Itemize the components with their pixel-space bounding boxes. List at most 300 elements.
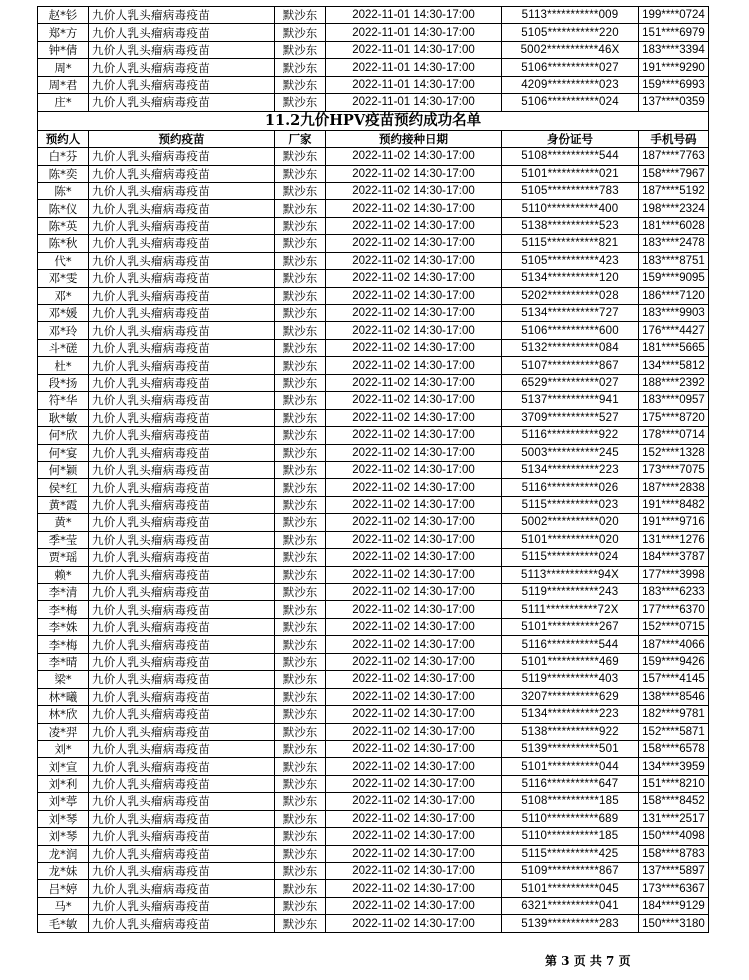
cell-name: 刘*宣 [38, 758, 89, 775]
section-rows [38, 148, 709, 933]
cell-vaccine: 九价人乳头瘤病毒疫苗 [89, 357, 275, 374]
cell-date: 2022-11-02 14:30-17:00 [326, 584, 502, 601]
cell-name: 龙*妹 [38, 863, 89, 880]
cell-manufacturer: 默沙东 [275, 287, 326, 304]
cell-vaccine: 九价人乳头瘤病毒疫苗 [89, 514, 275, 531]
table-row [38, 200, 709, 217]
cell-vaccine: 九价人乳头瘤病毒疫苗 [89, 915, 275, 932]
cell-manufacturer: 默沙东 [275, 200, 326, 217]
cell-manufacturer: 默沙东 [275, 165, 326, 182]
cell-date: 2022-11-02 14:30-17:00 [326, 392, 502, 409]
table-row [38, 76, 709, 93]
cell-vaccine: 九价人乳头瘤病毒疫苗 [89, 270, 275, 287]
cell-vaccine: 九价人乳头瘤病毒疫苗 [89, 461, 275, 478]
table-row [38, 322, 709, 339]
cell-name: 侯*红 [38, 479, 89, 496]
cell-id: 5119***********243 [502, 584, 639, 601]
cell-id: 5113***********94X [502, 566, 639, 583]
cell-id: 5105***********423 [502, 252, 639, 269]
cell-manufacturer: 默沙东 [275, 305, 326, 322]
cell-id: 5108***********544 [502, 148, 639, 165]
cell-phone: 150****3180 [639, 915, 709, 932]
cell-vaccine: 九价人乳头瘤病毒疫苗 [89, 427, 275, 444]
cell-name: 黄*霞 [38, 496, 89, 513]
cell-manufacturer: 默沙东 [275, 880, 326, 897]
cell-phone: 183****2478 [639, 235, 709, 252]
table-row [38, 810, 709, 827]
cell-id: 5139***********501 [502, 740, 639, 757]
cell-vaccine: 九价人乳头瘤病毒疫苗 [89, 828, 275, 845]
cell-phone: 173****7075 [639, 461, 709, 478]
cell-name: 何*宴 [38, 444, 89, 461]
cell-name: 周* [38, 59, 89, 76]
cell-date: 2022-11-02 14:30-17:00 [326, 235, 502, 252]
cell-id: 5134***********120 [502, 270, 639, 287]
cell-vaccine: 九价人乳头瘤病毒疫苗 [89, 217, 275, 234]
cell-id: 5111***********72X [502, 601, 639, 618]
cell-manufacturer: 默沙东 [275, 444, 326, 461]
cell-manufacturer: 默沙东 [275, 270, 326, 287]
cell-id: 4209***********023 [502, 76, 639, 93]
cell-manufacturer: 默沙东 [275, 653, 326, 670]
cell-manufacturer: 默沙东 [275, 339, 326, 356]
cell-phone: 186****7120 [639, 287, 709, 304]
header-phone: 手机号码 [639, 130, 709, 147]
cell-phone: 134****3959 [639, 758, 709, 775]
cell-id: 5101***********021 [502, 165, 639, 182]
cell-name: 郑*方 [38, 24, 89, 41]
cell-phone: 177****3998 [639, 566, 709, 583]
cell-phone: 177****6370 [639, 601, 709, 618]
cell-vaccine: 九价人乳头瘤病毒疫苗 [89, 618, 275, 635]
cell-manufacturer: 默沙东 [275, 427, 326, 444]
cell-date: 2022-11-01 14:30-17:00 [326, 59, 502, 76]
cell-manufacturer: 默沙东 [275, 706, 326, 723]
cell-date: 2022-11-02 14:30-17:00 [326, 374, 502, 391]
cell-vaccine: 九价人乳头瘤病毒疫苗 [89, 200, 275, 217]
cell-phone: 191****9716 [639, 514, 709, 531]
cell-date: 2022-11-02 14:30-17:00 [326, 444, 502, 461]
cell-phone: 137****0359 [639, 94, 709, 111]
cell-phone: 138****8546 [639, 688, 709, 705]
cell-manufacturer: 默沙东 [275, 758, 326, 775]
cell-manufacturer: 默沙东 [275, 566, 326, 583]
cell-id: 5110***********689 [502, 810, 639, 827]
cell-phone: 187****4066 [639, 636, 709, 653]
cell-id: 5138***********922 [502, 723, 639, 740]
table-row [38, 252, 709, 269]
cell-manufacturer: 默沙东 [275, 828, 326, 845]
table-row [38, 165, 709, 182]
cell-name: 斗*磋 [38, 339, 89, 356]
cell-name: 龙*润 [38, 845, 89, 862]
cell-manufacturer: 默沙东 [275, 618, 326, 635]
table-row [38, 863, 709, 880]
table-row [38, 845, 709, 862]
cell-phone: 191****8482 [639, 496, 709, 513]
cell-date: 2022-11-02 14:30-17:00 [326, 758, 502, 775]
table-row [38, 793, 709, 810]
cell-id: 5115***********024 [502, 549, 639, 566]
cell-id: 5110***********400 [502, 200, 639, 217]
cell-date: 2022-11-02 14:30-17:00 [326, 793, 502, 810]
cell-phone: 183****3394 [639, 41, 709, 58]
cell-manufacturer: 默沙东 [275, 59, 326, 76]
cell-name: 陈*奕 [38, 165, 89, 182]
cell-manufacturer: 默沙东 [275, 810, 326, 827]
cell-id: 5116***********026 [502, 479, 639, 496]
cell-id: 5113***********009 [502, 7, 639, 24]
cell-manufacturer: 默沙东 [275, 897, 326, 914]
cell-manufacturer: 默沙东 [275, 7, 326, 24]
cell-date: 2022-11-01 14:30-17:00 [326, 76, 502, 93]
cell-vaccine: 九价人乳头瘤病毒疫苗 [89, 287, 275, 304]
cell-manufacturer: 默沙东 [275, 76, 326, 93]
cell-id: 5134***********223 [502, 461, 639, 478]
cell-vaccine: 九价人乳头瘤病毒疫苗 [89, 94, 275, 111]
cell-id: 5108***********185 [502, 793, 639, 810]
cell-vaccine: 九价人乳头瘤病毒疫苗 [89, 688, 275, 705]
cell-date: 2022-11-02 14:30-17:00 [326, 863, 502, 880]
cell-date: 2022-11-02 14:30-17:00 [326, 653, 502, 670]
cell-date: 2022-11-02 14:30-17:00 [326, 706, 502, 723]
cell-date: 2022-11-02 14:30-17:00 [326, 270, 502, 287]
table-row [38, 566, 709, 583]
cell-date: 2022-11-02 14:30-17:00 [326, 688, 502, 705]
cell-name: 钟*倩 [38, 41, 89, 58]
cell-name: 何*颖 [38, 461, 89, 478]
cell-id: 5101***********045 [502, 880, 639, 897]
cell-vaccine: 九价人乳头瘤病毒疫苗 [89, 793, 275, 810]
cell-id: 5116***********922 [502, 427, 639, 444]
table-row [38, 775, 709, 792]
cell-name: 邓* [38, 287, 89, 304]
table-row [38, 59, 709, 76]
cell-vaccine: 九价人乳头瘤病毒疫苗 [89, 584, 275, 601]
cell-name: 邓*雯 [38, 270, 89, 287]
cell-phone: 173****6367 [639, 880, 709, 897]
cell-manufacturer: 默沙东 [275, 94, 326, 111]
cell-date: 2022-11-02 14:30-17:00 [326, 252, 502, 269]
cell-id: 5116***********544 [502, 636, 639, 653]
cell-date: 2022-11-02 14:30-17:00 [326, 305, 502, 322]
cell-date: 2022-11-02 14:30-17:00 [326, 217, 502, 234]
cell-id: 5107***********867 [502, 357, 639, 374]
cell-name: 何*欣 [38, 427, 89, 444]
cell-date: 2022-11-02 14:30-17:00 [326, 427, 502, 444]
cell-manufacturer: 默沙东 [275, 479, 326, 496]
cell-phone: 158****6578 [639, 740, 709, 757]
cell-id: 3709***********527 [502, 409, 639, 426]
previous-day-rows [38, 7, 709, 112]
cell-phone: 151****6979 [639, 24, 709, 41]
cell-manufacturer: 默沙东 [275, 514, 326, 531]
cell-phone: 152****1328 [639, 444, 709, 461]
cell-phone: 183****0957 [639, 392, 709, 409]
cell-vaccine: 九价人乳头瘤病毒疫苗 [89, 845, 275, 862]
cell-phone: 159****9426 [639, 653, 709, 670]
cell-phone: 184****9129 [639, 897, 709, 914]
cell-manufacturer: 默沙东 [275, 845, 326, 862]
cell-id: 5202***********028 [502, 287, 639, 304]
cell-name: 李*梅 [38, 601, 89, 618]
cell-name: 符*华 [38, 392, 89, 409]
cell-date: 2022-11-02 14:30-17:00 [326, 845, 502, 862]
cell-manufacturer: 默沙东 [275, 409, 326, 426]
cell-manufacturer: 默沙东 [275, 723, 326, 740]
cell-name: 季*莹 [38, 531, 89, 548]
cell-name: 黄* [38, 514, 89, 531]
cell-id: 5110***********185 [502, 828, 639, 845]
cell-vaccine: 九价人乳头瘤病毒疫苗 [89, 880, 275, 897]
cell-phone: 158****8452 [639, 793, 709, 810]
table-row [38, 24, 709, 41]
cell-date: 2022-11-02 14:30-17:00 [326, 322, 502, 339]
cell-phone: 183****6233 [639, 584, 709, 601]
cell-name: 吕*婷 [38, 880, 89, 897]
cell-name: 刘* [38, 740, 89, 757]
cell-name: 李*清 [38, 584, 89, 601]
table-row [38, 723, 709, 740]
cell-name: 梁* [38, 671, 89, 688]
table-row [38, 270, 709, 287]
cell-vaccine: 九价人乳头瘤病毒疫苗 [89, 810, 275, 827]
cell-vaccine: 九价人乳头瘤病毒疫苗 [89, 723, 275, 740]
cell-manufacturer: 默沙东 [275, 531, 326, 548]
cell-name: 赖* [38, 566, 89, 583]
cell-id: 5115***********821 [502, 235, 639, 252]
cell-phone: 175****8720 [639, 409, 709, 426]
cell-date: 2022-11-02 14:30-17:00 [326, 671, 502, 688]
cell-date: 2022-11-02 14:30-17:00 [326, 409, 502, 426]
cell-name: 毛*敏 [38, 915, 89, 932]
header-manufacturer: 厂家 [275, 130, 326, 147]
table-row [38, 479, 709, 496]
cell-name: 段*扬 [38, 374, 89, 391]
cell-vaccine: 九价人乳头瘤病毒疫苗 [89, 322, 275, 339]
table-row [38, 496, 709, 513]
cell-date: 2022-11-02 14:30-17:00 [326, 479, 502, 496]
column-header-row [38, 130, 709, 147]
cell-name: 白*芬 [38, 148, 89, 165]
cell-id: 5101***********020 [502, 531, 639, 548]
cell-id: 5109***********867 [502, 863, 639, 880]
cell-manufacturer: 默沙东 [275, 182, 326, 199]
cell-phone: 152****0715 [639, 618, 709, 635]
cell-id: 5105***********220 [502, 24, 639, 41]
table-row [38, 305, 709, 322]
cell-id: 5101***********044 [502, 758, 639, 775]
cell-date: 2022-11-02 14:30-17:00 [326, 810, 502, 827]
cell-vaccine: 九价人乳头瘤病毒疫苗 [89, 566, 275, 583]
cell-manufacturer: 默沙东 [275, 217, 326, 234]
cell-name: 刘*利 [38, 775, 89, 792]
cell-id: 5139***********283 [502, 915, 639, 932]
cell-vaccine: 九价人乳头瘤病毒疫苗 [89, 7, 275, 24]
cell-phone: 137****5897 [639, 863, 709, 880]
table-row [38, 461, 709, 478]
table-row [38, 828, 709, 845]
table-row [38, 7, 709, 24]
cell-date: 2022-11-02 14:30-17:00 [326, 880, 502, 897]
cell-date: 2022-11-02 14:30-17:00 [326, 828, 502, 845]
cell-vaccine: 九价人乳头瘤病毒疫苗 [89, 24, 275, 41]
cell-id: 6321***********041 [502, 897, 639, 914]
cell-phone: 198****2324 [639, 200, 709, 217]
cell-vaccine: 九价人乳头瘤病毒疫苗 [89, 305, 275, 322]
table-row [38, 287, 709, 304]
cell-phone: 187****7763 [639, 148, 709, 165]
cell-name: 刘*琴 [38, 810, 89, 827]
cell-name: 陈*仪 [38, 200, 89, 217]
cell-manufacturer: 默沙东 [275, 915, 326, 932]
cell-name: 林*欣 [38, 706, 89, 723]
cell-phone: 159****6993 [639, 76, 709, 93]
cell-date: 2022-11-02 14:30-17:00 [326, 531, 502, 548]
cell-phone: 158****8783 [639, 845, 709, 862]
cell-id: 5132***********084 [502, 339, 639, 356]
cell-name: 邓*玲 [38, 322, 89, 339]
table-row [38, 148, 709, 165]
cell-vaccine: 九价人乳头瘤病毒疫苗 [89, 775, 275, 792]
table-row [38, 706, 709, 723]
section-title-row [38, 111, 709, 130]
cell-date: 2022-11-02 14:30-17:00 [326, 566, 502, 583]
cell-name: 李*晴 [38, 653, 89, 670]
cell-id: 5119***********403 [502, 671, 639, 688]
cell-id: 5106***********024 [502, 94, 639, 111]
cell-manufacturer: 默沙东 [275, 357, 326, 374]
cell-manufacturer: 默沙东 [275, 41, 326, 58]
cell-date: 2022-11-02 14:30-17:00 [326, 148, 502, 165]
table-row [38, 618, 709, 635]
cell-vaccine: 九价人乳头瘤病毒疫苗 [89, 636, 275, 653]
cell-phone: 183****9903 [639, 305, 709, 322]
cell-id: 5101***********267 [502, 618, 639, 635]
cell-vaccine: 九价人乳头瘤病毒疫苗 [89, 479, 275, 496]
cell-manufacturer: 默沙东 [275, 671, 326, 688]
cell-manufacturer: 默沙东 [275, 601, 326, 618]
table-row [38, 671, 709, 688]
table-row [38, 584, 709, 601]
cell-name: 陈*英 [38, 217, 89, 234]
cell-id: 5138***********523 [502, 217, 639, 234]
cell-date: 2022-11-01 14:30-17:00 [326, 94, 502, 111]
cell-date: 2022-11-01 14:30-17:00 [326, 41, 502, 58]
cell-vaccine: 九价人乳头瘤病毒疫苗 [89, 148, 275, 165]
cell-name: 贾*瑶 [38, 549, 89, 566]
cell-id: 3207***********629 [502, 688, 639, 705]
cell-date: 2022-11-02 14:30-17:00 [326, 915, 502, 932]
section-header [38, 111, 709, 147]
cell-manufacturer: 默沙东 [275, 322, 326, 339]
table-row [38, 357, 709, 374]
cell-date: 2022-11-02 14:30-17:00 [326, 514, 502, 531]
table-row [38, 653, 709, 670]
cell-id: 5137***********941 [502, 392, 639, 409]
cell-date: 2022-11-02 14:30-17:00 [326, 636, 502, 653]
cell-vaccine: 九价人乳头瘤病毒疫苗 [89, 339, 275, 356]
cell-vaccine: 九价人乳头瘤病毒疫苗 [89, 76, 275, 93]
cell-manufacturer: 默沙东 [275, 549, 326, 566]
cell-id: 5106***********027 [502, 59, 639, 76]
cell-vaccine: 九价人乳头瘤病毒疫苗 [89, 165, 275, 182]
cell-vaccine: 九价人乳头瘤病毒疫苗 [89, 235, 275, 252]
cell-date: 2022-11-02 14:30-17:00 [326, 549, 502, 566]
cell-manufacturer: 默沙东 [275, 374, 326, 391]
table-row [38, 740, 709, 757]
table-row [38, 758, 709, 775]
cell-name: 代* [38, 252, 89, 269]
cell-phone: 178****0714 [639, 427, 709, 444]
cell-vaccine: 九价人乳头瘤病毒疫苗 [89, 409, 275, 426]
cell-id: 5101***********469 [502, 653, 639, 670]
appointment-table [37, 6, 709, 933]
table-row [38, 915, 709, 932]
table-row [38, 444, 709, 461]
table-row [38, 549, 709, 566]
cell-name: 赵*钐 [38, 7, 89, 24]
table-row [38, 514, 709, 531]
cell-vaccine: 九价人乳头瘤病毒疫苗 [89, 374, 275, 391]
cell-manufacturer: 默沙东 [275, 688, 326, 705]
table-row [38, 880, 709, 897]
cell-vaccine: 九价人乳头瘤病毒疫苗 [89, 41, 275, 58]
cell-phone: 157****4145 [639, 671, 709, 688]
cell-manufacturer: 默沙东 [275, 584, 326, 601]
cell-vaccine: 九价人乳头瘤病毒疫苗 [89, 601, 275, 618]
header-id: 身份证号 [502, 130, 639, 147]
cell-phone: 131****1276 [639, 531, 709, 548]
cell-vaccine: 九价人乳头瘤病毒疫苗 [89, 653, 275, 670]
cell-phone: 181****6028 [639, 217, 709, 234]
cell-vaccine: 九价人乳头瘤病毒疫苗 [89, 671, 275, 688]
cell-name: 耿*敏 [38, 409, 89, 426]
cell-name: 李*梅 [38, 636, 89, 653]
cell-vaccine: 九价人乳头瘤病毒疫苗 [89, 549, 275, 566]
table-row [38, 235, 709, 252]
cell-manufacturer: 默沙东 [275, 148, 326, 165]
cell-manufacturer: 默沙东 [275, 863, 326, 880]
cell-vaccine: 九价人乳头瘤病毒疫苗 [89, 392, 275, 409]
cell-date: 2022-11-02 14:30-17:00 [326, 461, 502, 478]
cell-name: 林*曦 [38, 688, 89, 705]
cell-date: 2022-11-02 14:30-17:00 [326, 897, 502, 914]
cell-phone: 182****9781 [639, 706, 709, 723]
cell-date: 2022-11-02 14:30-17:00 [326, 740, 502, 757]
section-title: 11.2九价HPV疫苗预约成功名单 [38, 111, 709, 130]
cell-manufacturer: 默沙东 [275, 793, 326, 810]
cell-name: 李*姝 [38, 618, 89, 635]
cell-vaccine: 九价人乳头瘤病毒疫苗 [89, 758, 275, 775]
cell-id: 5002***********46X [502, 41, 639, 58]
cell-date: 2022-11-01 14:30-17:00 [326, 7, 502, 24]
cell-date: 2022-11-02 14:30-17:00 [326, 200, 502, 217]
cell-vaccine: 九价人乳头瘤病毒疫苗 [89, 444, 275, 461]
cell-id: 5106***********600 [502, 322, 639, 339]
table-row [38, 217, 709, 234]
cell-phone: 158****7967 [639, 165, 709, 182]
table-row [38, 427, 709, 444]
cell-phone: 134****5812 [639, 357, 709, 374]
cell-name: 庄* [38, 94, 89, 111]
cell-phone: 199****0724 [639, 7, 709, 24]
cell-id: 5003***********245 [502, 444, 639, 461]
header-name: 预约人 [38, 130, 89, 147]
cell-vaccine: 九价人乳头瘤病毒疫苗 [89, 740, 275, 757]
cell-phone: 187****5192 [639, 182, 709, 199]
cell-name: 刘*琴 [38, 828, 89, 845]
